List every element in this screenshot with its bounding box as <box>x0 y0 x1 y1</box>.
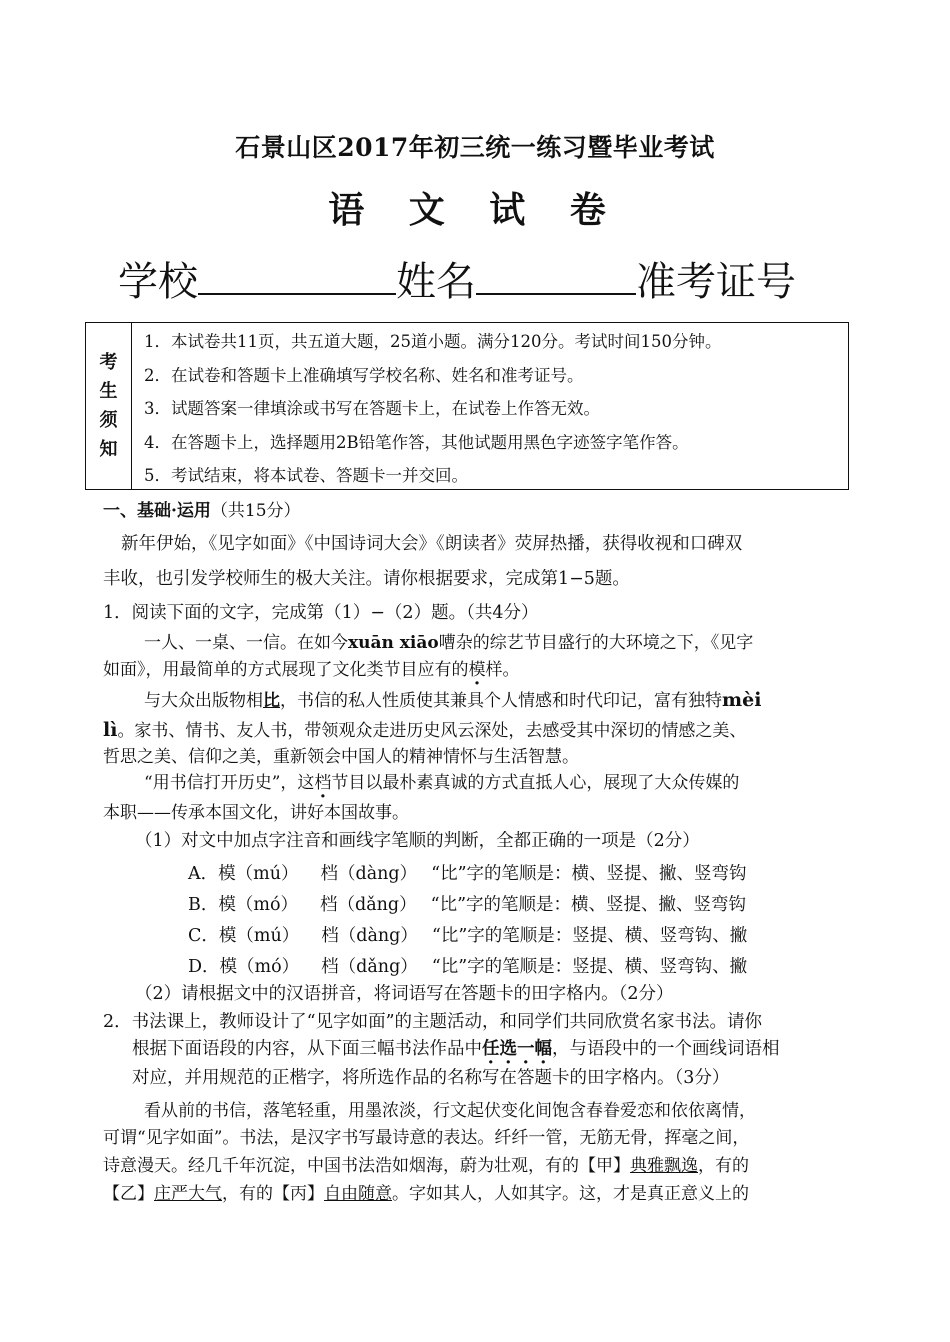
q1-stem: 1．阅读下面的文字，完成第（1）−（2）题。（共4分） <box>103 603 539 623</box>
subject-title: 语 文 试 卷 <box>328 189 622 231</box>
pinyin-meili: mèi <box>722 689 762 711</box>
q1-sub2: （2）请根据文中的汉语拼音，将词语写在答题卡的田字格内。（2分） <box>135 984 674 1004</box>
exam-notice-box <box>85 322 849 490</box>
q2-stem: 根据下面语段的内容，从下面三幅书法作品中任选一幅，与语段中的一个画线词语相 <box>132 1039 780 1059</box>
q1-sub1: （1）对文中加点字注音和画线字笔顺的判断，全都正确的一项是（2分） <box>135 831 700 851</box>
notice-item: 1．本试卷共11页，共五道大题，25道小题。满分120分。考试时间150分钟。 <box>144 332 722 351</box>
dotted-char: 模 <box>468 660 486 680</box>
q1-passage-line: 哲思之美、信仰之美，重新领会中国人的精神情怀与生活智慧。 <box>103 747 579 767</box>
q2-stem: 对应，并用规范的正楷字，将所选作品的名称写在答题卡的田字格内。（3分） <box>132 1068 730 1088</box>
notice-item: 2．在试卷和答题卡上准确填写学校名称、姓名和准考证号。 <box>144 365 584 385</box>
underlined-word-jia: 典雅飘逸 <box>630 1156 698 1176</box>
q1-passage-line: “用书信打开历史”，这档节目以最朴素真诚的方式直抵人心，展现了大众传媒的 <box>144 773 740 793</box>
notice-items <box>144 328 721 496</box>
q1-passage-line: 如面》，用最简单的方式展现了文化类节目应有的模样。 <box>103 660 520 680</box>
notice-item: 5．考试结束，将本试卷、答题卡一并交回。 <box>144 466 468 485</box>
notice-item: 3．试题答案一律填涂或书写在答题卡上，在试卷上作答无效。 <box>144 399 600 418</box>
school-blank[interactable] <box>198 259 396 295</box>
option-a[interactable]: A．模（mú） 档（dàng） “比”字的笔顺是：横、竖提、撇、竖弯钩 <box>188 864 747 884</box>
emphasis-ren-xuan-yi-fu: 任选一幅 <box>482 1039 552 1059</box>
notice-label: 考 生 须 知 <box>86 323 132 489</box>
q1-passage-line: 一人、一桌、一信。在如今xuān xiāo嘈杂的综艺节目盛行的大环境之下，《见字 <box>144 633 754 653</box>
option-d[interactable]: D．模（mó） 档（dǎng） “比”字的笔顺是：竖提、横、竖弯钩、撇 <box>188 957 748 977</box>
q1-passage-line: 与大众出版物相比，书信的私人性质使其兼具个人情感和时代印记，富有独特mèi <box>144 689 762 711</box>
school-label: 学校 <box>118 259 198 305</box>
q2-passage-line: 看从前的书信，落笔轻重，用墨浓淡，行文起伏变化间饱含春眷爱恋和依依离情， <box>144 1101 756 1121</box>
section1-intro: 丰收，也引发学校师生的极大关注。请你根据要求，完成第1−5题。 <box>103 569 630 589</box>
q1-passage-line: lì。家书、情书、友人书，带领观众走进历史风云深处，去感受其中深切的情感之美、 <box>103 719 747 741</box>
dotted-char: 档 <box>314 773 332 793</box>
q2-passage-line: 可谓“见字如面”。书法，是汉字书写最诗意的表达。纤纤一管，无筋无骨，挥毫之间， <box>103 1128 750 1148</box>
option-c[interactable]: C．模（mú） 档（dàng） “比”字的笔顺是：竖提、横、竖弯钩、撇 <box>188 926 748 946</box>
q2-stem: 2．书法课上，教师设计了“见字如面”的主题活动，和同学们共同欣赏名家书法。请你 <box>103 1012 763 1032</box>
underlined-word-bing: 自由随意 <box>324 1184 392 1204</box>
notice-item: 4．在答题卡上，选择题用2B铅笔作答，其他试题用黑色字迹签字笔作答。 <box>144 432 689 452</box>
exam-title: 石景山区2017年初三统一练习暨毕业考试 <box>235 133 715 162</box>
q2-passage-line: 诗意漫天。经几千年沉淀，中国书法浩如烟海，蔚为壮观，有的【甲】典雅飘逸，有的 <box>103 1156 749 1176</box>
id-label: 准考证号 <box>636 259 796 305</box>
underlined-word-yi: 庄严大气 <box>154 1184 222 1204</box>
pinyin-xuanxiao: xuān xiāo <box>348 633 439 653</box>
student-info-line <box>118 250 796 307</box>
section1-intro: 新年伊始，《见字如面》《中国诗词大会》《朗读者》荧屏热播，获得收视和口碑双 <box>121 534 743 554</box>
name-label: 姓名 <box>396 259 476 305</box>
option-b[interactable]: B．模（mó） 档（dǎng） “比”字的笔顺是：横、竖提、撇、竖弯钩 <box>188 895 747 915</box>
q1-passage-line: 本职——传承本国文化，讲好本国故事。 <box>103 803 409 823</box>
section1-heading: 一、基础·运用（共15分） <box>103 501 301 521</box>
underlined-char: 比 <box>263 691 280 711</box>
name-blank[interactable] <box>476 259 636 295</box>
q2-passage-line: 【乙】庄严大气，有的【丙】自由随意。字如其人，人如其字。这，才是真正意义上的 <box>103 1184 749 1204</box>
